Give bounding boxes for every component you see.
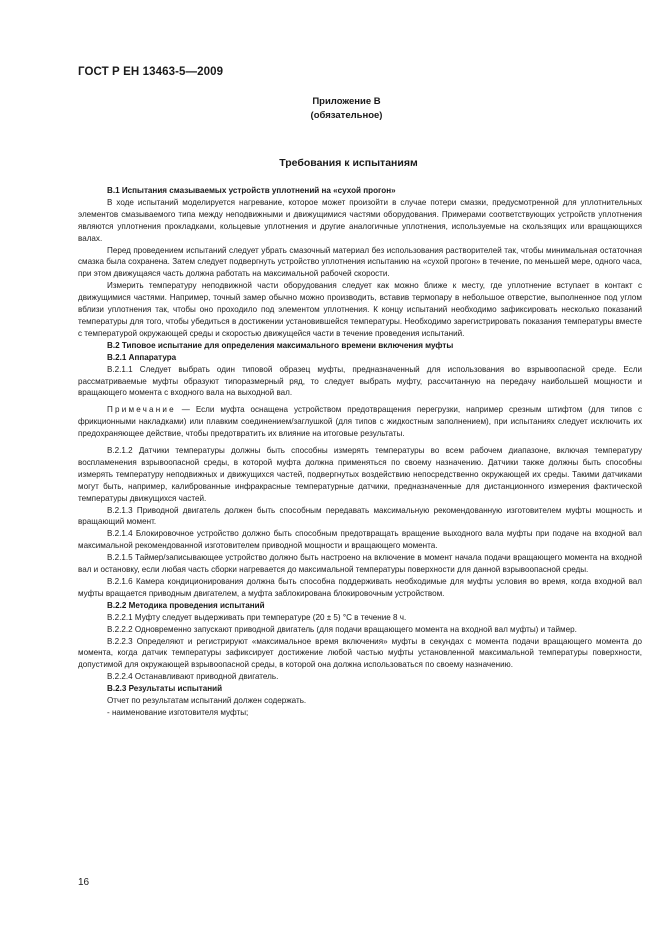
heading-b2-3: В.2.3 Результаты испытаний — [107, 684, 223, 694]
paragraph: В.2.1.5 Таймер/записывающее устройство должно быть настроено на включение в момент начала подачи вращающего момента на входной вал и остановку, если любая часть сборки нагревается до максимальной температуры поверхности для данной взрывоопасной среды. — [78, 553, 642, 575]
paragraph: В.2.2.2 Одновременно запускают приводной двигатель (для подачи вращающего момента на входной вал муфты) и таймер. — [107, 624, 577, 634]
document-body — [78, 185, 642, 719]
paragraph: В.2.1.2 Датчики температуры должны быть способны измерять температуры во всем рабочем диапазоне, включая температуру воспламенения взрывоопасной среды, в которой муфта должна применяться по своему назначению. Датчики также должны быть способны измерять температуру неподвижных и движущихся частей, подвергнутых воздействию непосредственно окружающей их среды. Такими датчиками могут быть, например, калиброванные инфракрасные температурные датчики, предназначенные для дистанционного измерения фактической температуры движущихся частей. — [78, 446, 642, 503]
heading-b2-2: В.2.2 Методика проведения испытаний — [107, 600, 265, 610]
annex-subtitle: (обязательное) — [310, 110, 383, 121]
section-title: Требования к испытаниям — [279, 157, 418, 169]
page-number: 16 — [78, 877, 90, 888]
paragraph: Отчет по результатам испытаний должен содержать. — [107, 696, 307, 706]
heading-b2-1: В.2.1 Аппаратура — [107, 352, 177, 362]
paragraph: Измерить температуру неподвижной части оборудования следует как можно ближе к месту, где уплотнение вступает в контакт с движущимися частями. Например, точный замер обычно можно производить, вставив термопару в небольшое отверстие, выполненное под углом вблизи уплотнения так, чтобы оно проходило под элементом уплотнения. К концу испытаний необходимо зафиксировать несколько показаний температуры для того, чтобы убедиться в достижении установившейся температуры. Необходимо зарегистрировать показания температуры вместе с температурой окружающей среды и скоростью движущейся части в течение проведения испытаний. — [78, 281, 642, 338]
list-item: - наименование изготовителя муфты; — [107, 707, 249, 717]
paragraph: В ходе испытаний моделируется нагревание, которое может произойти в случае потери смазки, предусмотренной для уплотнительных элементов смазываемого типа между неподвижными и движущимися частями оборудования. Примерами соответствующих устройств уплотнения являются уплотнения прокладками, кольцевые уплотнения и другие аналогичные уплотнения, используемые на скользящих или вращающихся валах. — [78, 197, 642, 243]
paragraph: В.2.1.3 Приводной двигатель должен быть способным передавать максимальную рекомендованную изготовителем муфты мощность и вращающий момент. — [78, 505, 642, 527]
paragraph: В.2.2.4 Останавливают приводной двигатель. — [107, 672, 279, 682]
paragraph: В.2.2.1 Муфту следует выдерживать при температуре (20 ± 5) °С в течение 8 ч. — [107, 612, 407, 622]
document-header: ГОСТ Р ЕН 13463-5—2009 — [78, 66, 224, 78]
paragraph: В.2.1.1 Следует выбрать один типовой образец муфты, предназначенный для использования во взрывоопасной среде. Если рассматриваемые муфты образуют типоразмерный ряд, то следует выбрать муфту, рассчитанную на передачу наибольшей мощности и вращающего момента с входного вала на выходной вал. — [78, 364, 642, 398]
note-text: — Если муфта оснащена устройством предотвращения перегрузки, например срезным штифтом (для типов с фрикционными накладками) или плавким соединением/заглушкой (для типов с жидкостным заполнением), при испытаниях следует исключить их предохраняющее действие, чтобы предотвратить их влияние на итоговые результаты. — [78, 405, 642, 439]
paragraph: В.2.1.6 Камера кондиционирования должна быть способна поддерживать необходимые для муфты условия во время, когда входной вал муфты вращается приводным двигателем, а муфта заблокирована блокировочным устройством. — [78, 577, 642, 598]
note — [78, 404, 642, 440]
paragraph: В.2.1.4 Блокировочное устройство должно быть способным предотвращать вращение выходного вала муфты при подаче на входной вал максимальной рекомендованной изготовителем приводной мощности и вращающего момента. — [78, 529, 642, 551]
paragraph: Перед проведением испытаний следует убрать смазочный материал без использования растворителей так, чтобы минимальная остаточная смазка была сохранена. Затем следует подвергнуть устройство уплотнения испытанию на «сухой прогон» в течение, по меньшей мере, одного часа, при этом движущаяся часть должна работать на максимальной рабочей скорости. — [78, 245, 642, 279]
annex-title: Приложение В — [312, 96, 381, 107]
heading-b1: В.1 Испытания смазываемых устройств уплотнений на «сухой прогон» — [107, 186, 396, 195]
heading-b2: В.2 Типовое испытание для определения максимального времени включения муфты — [107, 340, 454, 350]
paragraph: В.2.2.3 Определяют и регистрируют «максимальное время включения» муфты в секундах с момента подачи вращающего момента до момента, когда датчик температуры зафиксирует достижение любой частью муфты установленной максимальной температуры поверхности, допустимой для окружающей взрывоопасной среды, в которой она должна использоваться по своему назначению. — [78, 636, 642, 670]
note-label: Примечание — [107, 405, 176, 415]
